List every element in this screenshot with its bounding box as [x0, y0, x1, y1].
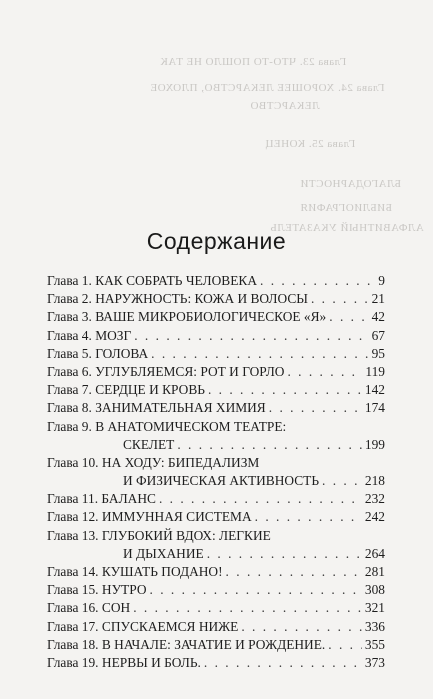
chapter-number: Глава 13.: [47, 527, 99, 543]
bleed-line: Глава 23. ЧТО-ТО ПОШЛО НЕ ТАК: [160, 56, 347, 68]
page-number: 281: [364, 564, 385, 579]
chapter-title-continued: И ДЫХАНИЕ: [123, 545, 204, 561]
chapter-title: В НАЧАЛЕ: ЗАЧАТИЕ И РОЖДЕНИЕ.: [101, 636, 326, 652]
chapter-title: СЕРДЦЕ И КРОВЬ: [95, 382, 205, 398]
dot-leader: [255, 508, 362, 526]
chapter-title: КУШАТЬ ПОДАНО!: [101, 564, 223, 579]
page-number: 199: [364, 436, 385, 452]
toc-entry-title: [47, 345, 148, 363]
dot-leader: [287, 363, 362, 381]
chapter-title: БАЛАНС: [101, 491, 156, 507]
page-number: 119: [365, 363, 385, 379]
page-number: 336: [364, 618, 385, 634]
page-number: 264: [364, 545, 385, 561]
page-number: 373: [364, 654, 385, 670]
page-number: 9: [378, 273, 385, 288]
toc-entry-title: [47, 636, 325, 654]
page-number: 174: [364, 400, 385, 416]
chapter-number: Глава 16.: [47, 600, 99, 616]
toc-entry: [47, 363, 385, 381]
chapter-title: ИММУННАЯ СИСТЕМА: [101, 509, 252, 525]
bleed-through-text: [0, 0, 433, 234]
chapter-title: СОН: [101, 600, 131, 616]
toc-entry: [47, 527, 385, 545]
bleed-line: БИБЛИОГРАФИЯ: [300, 202, 392, 214]
chapter-number: Глава 17.: [47, 618, 99, 634]
toc-entry: [47, 272, 385, 290]
chapter-title: ВАШЕ МИКРОБИОЛОГИЧЕСКОЕ «Я»: [95, 309, 327, 325]
toc-entry-title: [47, 363, 284, 381]
chapter-number: Глава 2.: [47, 291, 92, 307]
page-number: 242: [364, 509, 385, 525]
chapter-title: НЕРВЫ И БОЛЬ.: [101, 654, 201, 670]
bleed-line: АЛФАВИТНЫЙ УКАЗАТЕЛЬ: [270, 222, 424, 234]
chapter-number: Глава 7.: [47, 382, 92, 398]
toc-entry: [47, 327, 385, 345]
page-number: 42: [371, 309, 385, 325]
bleed-line: ЛЕКАРСТВО: [250, 100, 320, 112]
dot-leader: [151, 345, 368, 363]
toc-entry-title: [47, 308, 326, 326]
page-number: 321: [364, 600, 385, 616]
toc-entry-title: [47, 399, 266, 417]
toc-entry-title: [47, 508, 252, 526]
toc-entry: [47, 308, 385, 326]
chapter-number: Глава 1.: [47, 273, 92, 288]
bleed-line: Глава 24. ХОРОШЕЕ ЛЕКАРСТВО, ПЛОХОЕ: [150, 82, 385, 94]
toc-entry: [47, 654, 385, 672]
chapter-number: Глава 8.: [47, 400, 92, 416]
toc-entry: [47, 399, 385, 417]
chapter-title: НАРУЖНОСТЬ: КОЖА И ВОЛОСЫ: [95, 291, 308, 307]
toc-entry-continuation: [47, 472, 385, 490]
bleed-line: БЛАГОДАРНОСТИ: [300, 178, 402, 190]
page-number: 232: [364, 491, 385, 507]
toc-entry: [47, 581, 385, 599]
chapter-number: Глава 11.: [47, 491, 99, 507]
toc-entry-title: [47, 418, 286, 436]
chapter-number: Глава 3.: [47, 309, 92, 325]
dot-leader: [134, 327, 368, 345]
page-number: 95: [371, 345, 385, 361]
toc-entry: [47, 290, 385, 308]
chapter-title: МОЗГ: [95, 327, 132, 343]
dot-leader: [322, 472, 362, 490]
chapter-number: Глава 18.: [47, 636, 99, 652]
dot-leader: [208, 381, 362, 399]
toc-entry: [47, 563, 385, 581]
chapter-title: ЗАНИМАТЕЛЬНАЯ ХИМИЯ: [95, 400, 266, 416]
toc-entry-title: [47, 454, 259, 472]
chapter-title-continued: СКЕЛЕТ: [123, 436, 175, 452]
toc-entry-title: [47, 654, 201, 672]
toc-entry-title: [47, 618, 238, 636]
toc-entry-title: [47, 290, 308, 308]
page-number: 142: [364, 382, 385, 398]
dot-leader: [311, 290, 369, 308]
dot-leader: [159, 490, 362, 508]
dot-leader: [329, 308, 368, 326]
dot-leader: [207, 545, 362, 563]
page-number: 308: [364, 582, 385, 598]
toc-entry-title: [47, 272, 257, 290]
toc-entry: [47, 345, 385, 363]
toc-entry: [47, 618, 385, 636]
toc-entry: [47, 490, 385, 508]
page-title: Содержание: [146, 228, 287, 254]
toc-entry-title: [47, 527, 271, 545]
page-number: 67: [371, 327, 385, 343]
dot-leader: [204, 654, 362, 672]
toc-entry: [47, 418, 385, 436]
chapter-number: Глава 19.: [47, 654, 99, 670]
chapter-title: КАК СОБРАТЬ ЧЕЛОВЕКА: [95, 273, 257, 288]
toc-entry-continuation: [47, 545, 385, 563]
toc-entry-title: [47, 327, 131, 345]
chapter-number: Глава 10.: [47, 454, 99, 470]
chapter-title: ГЛУБОКИЙ ВДОХ: ЛЕГКИЕ: [101, 527, 271, 543]
chapter-number: Глава 4.: [47, 327, 92, 343]
dot-leader: [226, 563, 362, 581]
toc-entry: [47, 599, 385, 617]
chapter-number: Глава 9.: [47, 418, 92, 434]
toc-entry: [47, 381, 385, 399]
page-number: 218: [364, 473, 385, 489]
chapter-number: Глава 12.: [47, 509, 99, 525]
dot-leader: [260, 272, 375, 290]
chapter-title: НУТРО: [101, 582, 147, 598]
dot-leader: [328, 636, 362, 654]
chapter-number: Глава 15.: [47, 582, 99, 598]
dot-leader: [150, 581, 362, 599]
chapter-title: ГОЛОВА: [95, 345, 149, 361]
toc-entry: [47, 508, 385, 526]
chapter-number: Глава 5.: [47, 345, 92, 361]
dot-leader: [241, 618, 362, 636]
dot-leader: [133, 599, 362, 617]
chapter-number: Глава 14.: [47, 564, 99, 579]
toc-entry-title: [47, 381, 205, 399]
toc-entry-title: [47, 581, 147, 599]
dot-leader: [177, 436, 362, 454]
chapter-title-continued: И ФИЗИЧЕСКАЯ АКТИВНОСТЬ: [123, 473, 320, 489]
page-number: 355: [364, 636, 385, 652]
toc-entry: [47, 636, 385, 654]
chapter-title: В АНАТОМИЧЕСКОМ ТЕАТРЕ:: [95, 418, 287, 434]
bleed-line: Глава 25. КОНЕЦ: [265, 138, 356, 150]
toc-entry-continuation: [47, 436, 385, 454]
chapter-title: УГЛУБЛЯЕМСЯ: РОТ И ГОРЛО: [95, 363, 285, 379]
chapter-number: Глава 6.: [47, 363, 92, 379]
table-of-contents: [47, 272, 385, 672]
chapter-title: СПУСКАЕМСЯ НИЖЕ: [101, 618, 239, 634]
dot-leader: [269, 399, 362, 417]
toc-entry-title: [47, 563, 223, 581]
toc-entry-title: [47, 490, 156, 508]
toc-entry-title: [47, 599, 130, 617]
chapter-title: НА ХОДУ: БИПЕДАЛИЗМ: [101, 454, 260, 470]
page-number: 21: [371, 291, 385, 307]
toc-entry: [47, 454, 385, 472]
